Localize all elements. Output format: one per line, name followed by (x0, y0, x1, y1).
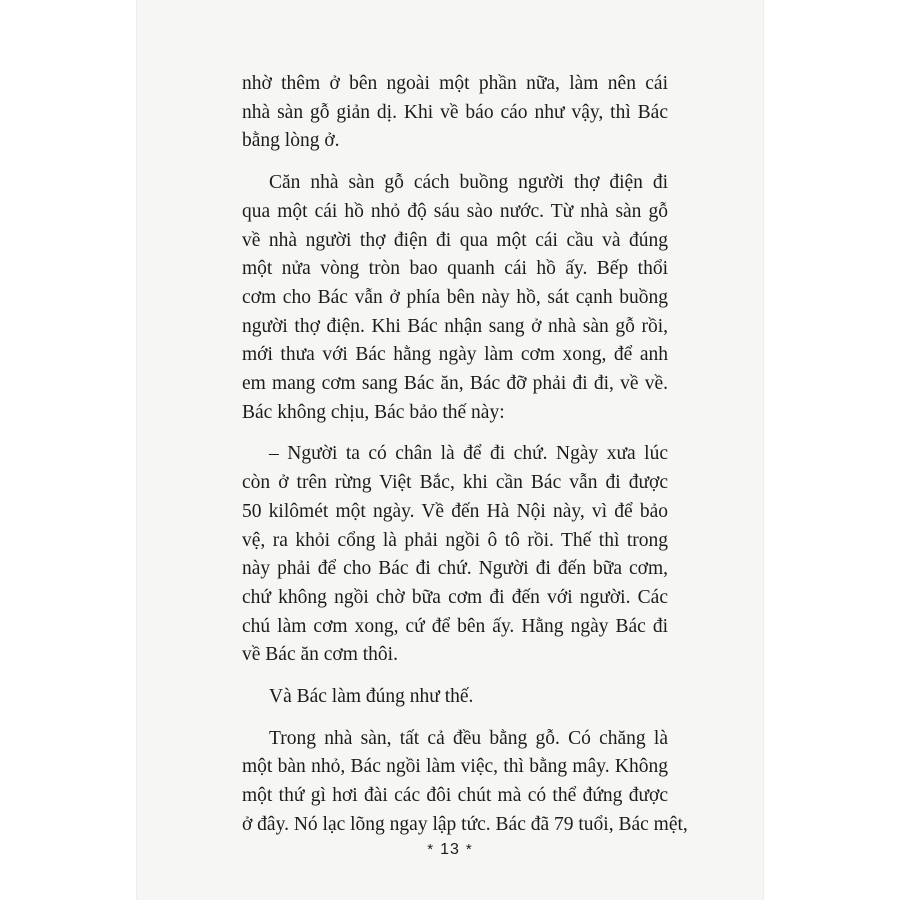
text-line: vệ, ra khỏi cổng là phải ngồi ô tô rồi. Thế thì trong (242, 529, 668, 551)
text-line: một bàn nhỏ, Bác ngồi làm việc, thì bằng mây. Không (242, 756, 668, 778)
paragraph-spacing (242, 670, 668, 683)
text-line: về Bác ăn cơm thôi. (242, 644, 398, 666)
text-line: em mang cơm sang Bác ăn, Bác đỡ phải đi đi, về về. (242, 373, 668, 395)
text-line: một nửa vòng tròn bao quanh cái hồ ấy. Bếp thổi (242, 258, 668, 280)
text-line: này phải để cho Bác đi chứ. Người đi đến bữa cơm, (242, 558, 668, 580)
text-line: Trong nhà sàn, tất cả đều bằng gỗ. Có chăng là (269, 727, 668, 749)
page-number (137, 841, 763, 859)
text-line: nhờ thêm ở bên ngoài một phần nữa, làm nên cái (242, 73, 668, 94)
text-line: bằng lòng ở. (242, 130, 340, 152)
paragraph-2 (242, 169, 668, 427)
page-number-right-mark: * (465, 841, 473, 858)
body-text (242, 70, 688, 840)
text-line: còn ở trên rừng Việt Bắc, khi cần Bác vẫn đi được (242, 472, 668, 494)
text-line: Bác không chịu, Bác bảo thế này: (242, 401, 505, 423)
text-line: nhà sàn gỗ giản dị. Khi về báo cáo như vậy, thì Bác (242, 101, 668, 123)
paragraph-1 (242, 70, 668, 156)
text-line: ở đây. Nó lạc lõng ngay lập tức. Bác đã 79 tuổi, Bác mệt, (242, 813, 688, 835)
paragraph-spacing (242, 156, 668, 169)
paragraph-5 (242, 725, 688, 840)
text-line: mới thưa với Bác hằng ngày làm cơm xong, để anh (242, 344, 668, 366)
text-line: Căn nhà sàn gỗ cách buồng người thợ điện đi (269, 172, 668, 194)
text-line: chú làm cơm xong, cứ để bên ấy. Hằng ngày Bác đi (242, 615, 668, 637)
text-line: một thứ gì hơi đài các đôi chút mà có thể đứng được (242, 785, 668, 807)
paragraph-3 (242, 440, 668, 670)
paragraph-spacing (242, 712, 668, 725)
text-line: qua một cái hồ nhỏ độ sáu sào nước. Từ nhà sàn gỗ (242, 200, 668, 222)
text-line: người thợ điện. Khi Bác nhận sang ở nhà sàn gỗ rồi, (242, 315, 668, 337)
text-line: cơm cho Bác vẫn ở phía bên này hồ, sát cạnh buồng (242, 286, 668, 308)
page-number-left-mark: * (427, 841, 435, 858)
text-line: 50 kilômét một ngày. Về đến Hà Nội này, vì để bảo (242, 500, 668, 522)
text-line: – Người ta có chân là để đi chứ. Ngày xưa lúc (269, 443, 668, 465)
page-number-value: 13 (440, 841, 460, 858)
book-page (137, 0, 763, 900)
text-line: về nhà người thợ điện đi qua một cái cầu và đúng (242, 229, 668, 251)
text-line: chứ không ngồi chờ bữa cơm đi đến với người. Các (242, 586, 668, 608)
paragraph-4 (242, 683, 668, 712)
paragraph-spacing (242, 427, 668, 440)
text-line: Và Bác làm đúng như thế. (269, 686, 474, 708)
